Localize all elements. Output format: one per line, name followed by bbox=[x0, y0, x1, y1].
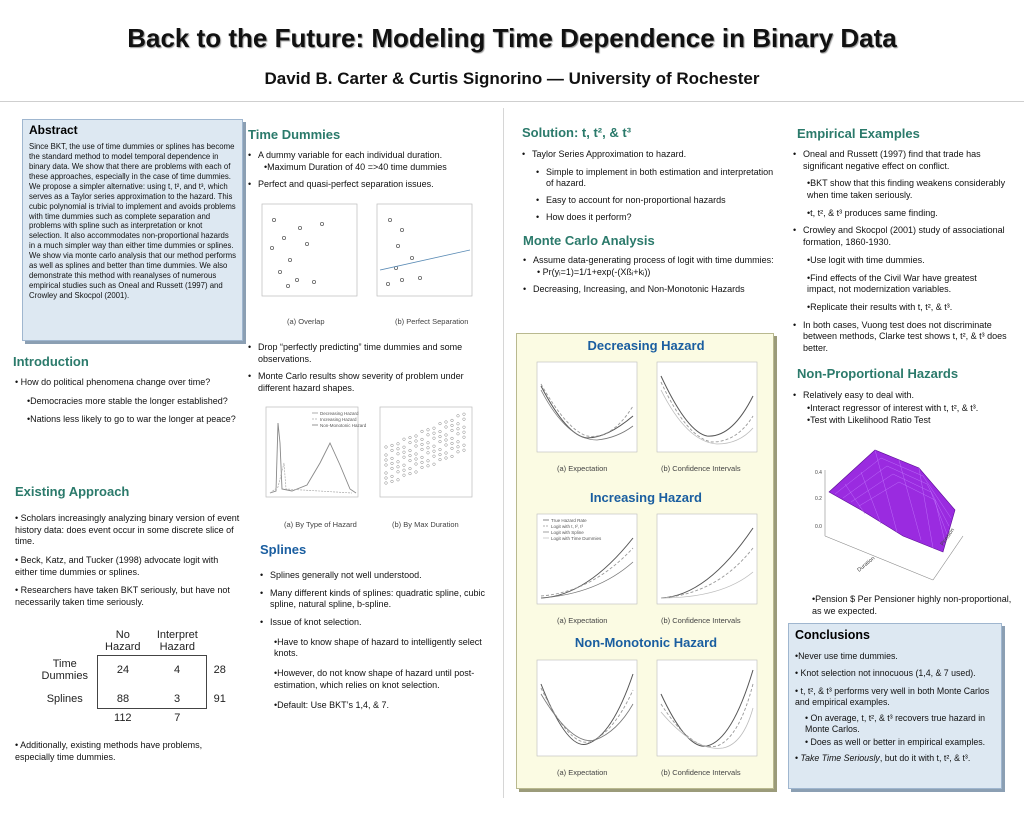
scatter-point bbox=[463, 413, 466, 416]
nm-exp-caption: (a) Expectation bbox=[557, 768, 608, 777]
conclusions-box bbox=[788, 623, 1002, 789]
table-cell bbox=[33, 708, 97, 727]
monte-carlo-bullet: • Decreasing, Increasing, and Non-Monotonic Hazards bbox=[523, 284, 778, 296]
empirical-sub: •Use logit with time dummies. bbox=[807, 254, 925, 265]
scatter-point bbox=[457, 415, 460, 418]
scatter-point bbox=[415, 435, 418, 438]
scatter-point bbox=[415, 445, 418, 448]
legend-true-hazard: True Hazard Rate bbox=[551, 518, 587, 523]
svg-text:0.0: 0.0 bbox=[815, 524, 822, 530]
table-cell bbox=[206, 708, 233, 727]
introduction-text bbox=[13, 377, 241, 433]
nonprop-sub: •Interact regressor of interest with t, t², & t³. bbox=[807, 402, 979, 413]
table-header-row bbox=[33, 627, 233, 656]
scatter-point bbox=[403, 464, 406, 467]
splines-bullet: • Many different kinds of splines: quadratic spline, cubic spline, natural spline, b-spline. bbox=[260, 588, 485, 611]
separation-table bbox=[33, 627, 233, 727]
scatter-point bbox=[427, 465, 430, 468]
increasing-hazard-title: Increasing Hazard bbox=[590, 490, 702, 505]
svg-text:0.4: 0.4 bbox=[815, 470, 822, 476]
legend-dummies: Logit with Time Dummies bbox=[551, 536, 602, 541]
conclusion-tail: , but do it with t, t², & t³. bbox=[879, 752, 971, 763]
scatter-point bbox=[463, 418, 466, 421]
scatter-point bbox=[391, 475, 394, 478]
scatter-point bbox=[451, 424, 454, 427]
table-cell: 24 bbox=[116, 663, 130, 676]
overlap-caption: (a) Overlap bbox=[287, 317, 325, 326]
scatter-point bbox=[457, 441, 460, 444]
scatter-point bbox=[427, 434, 430, 437]
table-cell bbox=[206, 627, 233, 656]
existing-title: Existing Approach bbox=[15, 484, 130, 499]
table-cell bbox=[33, 627, 97, 656]
solution-text bbox=[522, 149, 777, 228]
scatter-point bbox=[457, 433, 460, 436]
abstract-title: Abstract bbox=[29, 123, 78, 137]
introduction-bullet-text: How do political phenomena change over time? bbox=[20, 377, 211, 387]
scatter-point bbox=[445, 426, 448, 429]
scatter-point bbox=[433, 445, 436, 448]
legend-cubic: Logit with t, t², t³ bbox=[551, 524, 584, 529]
density-curves bbox=[270, 423, 356, 493]
scatter-point bbox=[391, 444, 394, 447]
scatter-point bbox=[385, 454, 388, 457]
scatter-point bbox=[463, 431, 466, 434]
empirical-bullet: • Oneal and Russett (1997) find that trade has significant negative effect on conflict. bbox=[793, 149, 1008, 172]
legend-spline: Logit with Spline bbox=[551, 530, 584, 535]
solution-sub: • Easy to account for non-proportional hazards bbox=[536, 195, 777, 207]
nonmonotonic-hazard-chart bbox=[517, 654, 775, 782]
scatter-point bbox=[439, 458, 442, 461]
scatter-point bbox=[385, 464, 388, 467]
empirical-text bbox=[793, 149, 1008, 361]
decreasing-hazard-chart bbox=[517, 356, 775, 476]
abstract-text: Since BKT, the use of time dummies or splines has become the standard method to model temporal dependence in binary data. We show that there are problems with each of these approaches, especially in the case of time dummies. We propose a simpler alternative: using t, t², and t³, which serves as a Taylor series approximation to the hazard. This cubic polynomial is trivial to implement and avoids problems with time dummies such as complete separation and problems with spline such as interpretation or knot selection. It also accommodates non-proportional hazards in a much simpler way than either time dummies or splines. We show via monte carlo analysis that our method performs as well as splines and better than time dummies. We also demonstrate this method with reanalyses of numerous empirical studies such as Oneal and Russett (1997) and Crowley and Skocpol (2001). bbox=[29, 142, 236, 300]
scatter-point bbox=[421, 461, 424, 464]
time-dummies-bullet: • Drop “perfectly predicting” time dummies and some observations. bbox=[248, 342, 478, 365]
table-row bbox=[33, 708, 233, 727]
max-duration-points bbox=[385, 413, 466, 484]
time-dummies-bullet: • Monte Carlo results show severity of problem under different hazard shapes. bbox=[248, 371, 478, 394]
introduction-bullet: • How do political phenomena change over time? bbox=[15, 377, 211, 387]
scatter-point bbox=[397, 471, 400, 474]
splines-title: Splines bbox=[260, 542, 307, 557]
scatter-point bbox=[385, 459, 388, 462]
scatter-point bbox=[421, 448, 424, 451]
scatter-point bbox=[457, 451, 460, 454]
splines-text bbox=[260, 570, 485, 718]
scatter-point bbox=[409, 436, 412, 439]
solution-bullet: • Taylor Series Approximation to hazard. bbox=[522, 149, 777, 161]
table-row bbox=[33, 656, 233, 684]
legend-decreasing: Decreasing Hazard bbox=[320, 411, 359, 416]
table-header-no-hazard: No Hazard bbox=[97, 627, 149, 656]
splines-sub-2: •However, do not know shape of hazard until post-estimation, which relies on knot selection. bbox=[274, 668, 475, 690]
scatter-point bbox=[433, 463, 436, 466]
scatter-point bbox=[439, 448, 442, 451]
table-cell: 88 bbox=[116, 692, 130, 705]
scatter-point bbox=[403, 446, 406, 449]
empirical-sub: •Replicate their results with t, t², & t³. bbox=[807, 301, 953, 312]
scatter-point bbox=[463, 436, 466, 439]
empirical-bullet: • In both cases, Vuong test does not discriminate between methods, Clarke test shows t, t², & t³ does better. bbox=[793, 320, 1008, 355]
overlap-points bbox=[270, 218, 323, 287]
nonprop-text bbox=[793, 390, 1013, 434]
scatter-point bbox=[433, 437, 436, 440]
table-cell: 7 bbox=[149, 708, 207, 727]
empirical-title: Empirical Examples bbox=[797, 126, 920, 141]
scatter-point bbox=[385, 472, 388, 475]
introduction-sub-1: •Democracies more stable the longer established? bbox=[27, 395, 228, 406]
scatter-point bbox=[445, 457, 448, 460]
scatter-point bbox=[421, 456, 424, 459]
svg-text:0.2: 0.2 bbox=[815, 496, 822, 502]
scatter-point bbox=[433, 450, 436, 453]
separation-plots-svg bbox=[252, 200, 482, 328]
separation-plots bbox=[252, 200, 482, 328]
scatter-point bbox=[445, 452, 448, 455]
table-row bbox=[33, 684, 233, 709]
inc-ci-caption: (b) Confidence Intervals bbox=[661, 616, 741, 625]
separation-fit-line bbox=[380, 250, 470, 270]
scatter-point bbox=[415, 440, 418, 443]
monte-carlo-bullet: • Assume data-generating process of logit with time dummies: • Pr(yᵢ=1)=1/1+exp(-(Xßᵢ+kᵢ)) bbox=[523, 255, 778, 278]
separation-caption: (b) Perfect Separation bbox=[395, 317, 469, 326]
conclusion-emphasis: Take Time Seriously bbox=[800, 752, 880, 763]
solution-title: Solution: t, t², & t³ bbox=[522, 125, 632, 140]
nm-ci-caption: (b) Confidence Intervals bbox=[661, 768, 741, 777]
scatter-point bbox=[439, 440, 442, 443]
scatter-point bbox=[451, 419, 454, 422]
scatter-point bbox=[451, 447, 454, 450]
nonprop-bullet: • Relatively easy to deal with. bbox=[793, 390, 1013, 402]
time-dummies-title: Time Dummies bbox=[248, 127, 341, 142]
conclusion-item: •Never use time dummies. bbox=[795, 651, 898, 661]
table-cell: 28 bbox=[213, 663, 226, 676]
scatter-point bbox=[397, 448, 400, 451]
scatter-point bbox=[409, 441, 412, 444]
table-cell: 4 bbox=[149, 656, 207, 684]
center-divider bbox=[503, 108, 504, 798]
splines-sub-3: •Default: Use BKT’s 1,4, & 7. bbox=[274, 699, 390, 710]
scatter-point bbox=[427, 460, 430, 463]
scatter-point bbox=[427, 429, 430, 432]
scatter-point bbox=[463, 444, 466, 447]
solution-sub: • Simple to implement in both estimation and interpretation of hazard. bbox=[536, 167, 777, 190]
conclusions-title: Conclusions bbox=[795, 628, 871, 642]
scatter-point bbox=[439, 453, 442, 456]
nonprop-note: •Pension $ Per Pensioner highly non-proportional, as we expected. bbox=[812, 594, 1012, 616]
scatter-point bbox=[403, 469, 406, 472]
scatter-point bbox=[433, 427, 436, 430]
dropped-dummies-plots bbox=[252, 403, 482, 531]
scatter-point bbox=[427, 447, 430, 450]
poster-header bbox=[0, 0, 1024, 100]
increasing-hazard-chart bbox=[517, 508, 775, 628]
max-duration-caption: (b) By Max Duration bbox=[392, 520, 459, 529]
empirical-bullet: • Crowley and Skocpol (2001) study of associational formation, 1860-1930. bbox=[793, 225, 1008, 248]
scatter-point bbox=[445, 434, 448, 437]
scatter-point bbox=[433, 455, 436, 458]
scatter-point bbox=[409, 454, 412, 457]
hazard-type-caption: (a) By Type of Hazard bbox=[284, 520, 357, 529]
empirical-sub: •Find effects of the Civil War have greatest impact, not modernization variables. bbox=[807, 272, 977, 295]
table-cell: 3 bbox=[149, 684, 207, 709]
existing-text bbox=[15, 513, 241, 616]
monte-carlo-text bbox=[523, 255, 778, 302]
scatter-point bbox=[403, 451, 406, 454]
scatter-point bbox=[427, 442, 430, 445]
time-dummies-bullet: • Perfect and quasi-perfect separation issues. bbox=[248, 179, 478, 191]
scatter-point bbox=[397, 453, 400, 456]
scatter-point bbox=[409, 472, 412, 475]
scatter-point bbox=[421, 466, 424, 469]
abstract-box bbox=[22, 119, 243, 341]
table-cell: 91 bbox=[213, 693, 226, 706]
table-row-label: Time Dummies bbox=[33, 656, 97, 684]
legend-nonmono: Non-Monotonic Hazard bbox=[320, 423, 367, 428]
scatter-point bbox=[391, 467, 394, 470]
scatter-point bbox=[397, 443, 400, 446]
scatter-point bbox=[439, 435, 442, 438]
table-cell: 112 bbox=[97, 708, 149, 727]
scatter-point bbox=[451, 442, 454, 445]
scatter-point bbox=[415, 463, 418, 466]
table-row-label: Splines bbox=[33, 684, 97, 709]
conclusion-sub: • On average, t, t², & t³ recovers true hazard in Monte Carlos. bbox=[805, 712, 986, 735]
splines-sub-1: •Have to know shape of hazard to intelligently select knots. bbox=[274, 636, 482, 659]
time-dummies-text bbox=[248, 150, 478, 197]
empirical-sub: •BKT show that this finding weakens considerably when time taken seriously. bbox=[807, 178, 1006, 201]
poster-title: Back to the Future: Modeling Time Dependence in Binary Data bbox=[127, 23, 897, 53]
separation-points bbox=[386, 218, 421, 285]
scatter-point bbox=[451, 429, 454, 432]
nonmonotonic-hazard-title: Non-Monotonic Hazard bbox=[574, 635, 718, 650]
scatter-point bbox=[439, 422, 442, 425]
scatter-point bbox=[409, 459, 412, 462]
header-divider bbox=[0, 101, 1024, 102]
conclusion-item: • Knot selection not innocuous (1,4, & 7 used). bbox=[795, 668, 976, 679]
scatter-point bbox=[427, 452, 430, 455]
scatter-point bbox=[445, 444, 448, 447]
scatter-point bbox=[403, 474, 406, 477]
scatter-point bbox=[421, 430, 424, 433]
scatter-point bbox=[457, 446, 460, 449]
scatter-point bbox=[421, 438, 424, 441]
solution-sub: • How does it perform? bbox=[536, 212, 777, 224]
conclusion-item: • Take Time Seriously, but do it with t, t², & t³. bbox=[795, 752, 971, 763]
scatter-point bbox=[397, 466, 400, 469]
scatter-point bbox=[451, 455, 454, 458]
table-header-interpret-hazard: Interpret Hazard bbox=[149, 627, 207, 656]
scatter-point bbox=[415, 458, 418, 461]
surface-x-axis-label: Duration bbox=[856, 555, 877, 574]
scatter-point bbox=[463, 449, 466, 452]
existing-p3: • Researchers have taken BKT seriously, but have not necessarily taken time seriously. bbox=[15, 585, 230, 608]
scatter-point bbox=[421, 443, 424, 446]
legend-increasing: Increasing Hazard bbox=[320, 417, 357, 422]
scatter-point bbox=[391, 480, 394, 483]
introduction-sub-2: •Nations less likely to go to war the longer at peace? bbox=[27, 414, 236, 425]
hazard-charts-panel bbox=[516, 333, 774, 789]
scatter-point bbox=[433, 432, 436, 435]
scatter-point bbox=[415, 471, 418, 474]
scatter-point bbox=[403, 456, 406, 459]
scatter-point bbox=[451, 437, 454, 440]
existing-p4: • Additionally, existing methods have problems, especially time dummies. bbox=[15, 740, 203, 762]
scatter-point bbox=[445, 439, 448, 442]
dropped-dummies-svg bbox=[252, 403, 482, 531]
poster-authors: David B. Carter & Curtis Signorino — University of Rochester bbox=[264, 69, 760, 88]
scatter-point bbox=[385, 477, 388, 480]
existing-p2: • Beck, Katz, and Tucker (1998) advocate logit with either time dummies or splines. bbox=[15, 555, 219, 577]
inc-exp-caption: (a) Expectation bbox=[557, 616, 608, 625]
scatter-point bbox=[397, 461, 400, 464]
scatter-point bbox=[397, 479, 400, 482]
scatter-point bbox=[385, 482, 388, 485]
splines-bullet: • Issue of knot selection. bbox=[260, 617, 485, 629]
scatter-point bbox=[457, 428, 460, 431]
introduction-title: Introduction bbox=[13, 354, 89, 369]
surface-y-axis-label: Pension bbox=[939, 527, 957, 548]
scatter-point bbox=[457, 423, 460, 426]
monte-carlo-title: Monte Carlo Analysis bbox=[523, 233, 655, 248]
scatter-point bbox=[391, 462, 394, 465]
dec-ci-caption: (b) Confidence Intervals bbox=[661, 464, 741, 473]
empirical-sub: •t, t², & t³ produces same finding. bbox=[807, 207, 938, 218]
decreasing-hazard-title: Decreasing Hazard bbox=[587, 338, 705, 353]
time-dummies-bullet: • A dummy variable for each individual duration. •Maximum Duration of 40 =>40 time dummies bbox=[248, 150, 478, 173]
existing-p1: • Scholars increasingly analyzing binary version of event history data: does event occur in some discrete slice of time. bbox=[15, 513, 240, 547]
scatter-point bbox=[391, 457, 394, 460]
scatter-point bbox=[409, 467, 412, 470]
scatter-point bbox=[463, 426, 466, 429]
conclusion-item: • t, t², & t³ performs very well in both Monte Carlos and empirical examples. bbox=[795, 685, 990, 708]
time-dummies-text-2 bbox=[248, 342, 478, 401]
nonprop-title: Non-Proportional Hazards bbox=[797, 366, 959, 381]
scatter-point bbox=[409, 449, 412, 452]
splines-bullet: • Splines generally not well understood. bbox=[260, 570, 485, 582]
scatter-point bbox=[439, 430, 442, 433]
scatter-point bbox=[385, 446, 388, 449]
scatter-point bbox=[403, 438, 406, 441]
scatter-point bbox=[415, 453, 418, 456]
scatter-point bbox=[445, 421, 448, 424]
conclusion-sub: • Does as well or better in empirical examples. bbox=[805, 736, 986, 747]
surface-svg bbox=[815, 440, 965, 585]
scatter-point bbox=[391, 449, 394, 452]
dec-exp-caption: (a) Expectation bbox=[557, 464, 608, 473]
nonprop-sub: •Test with Likelihood Ratio Test bbox=[807, 415, 931, 426]
nonprop-surface-plot bbox=[815, 440, 965, 585]
